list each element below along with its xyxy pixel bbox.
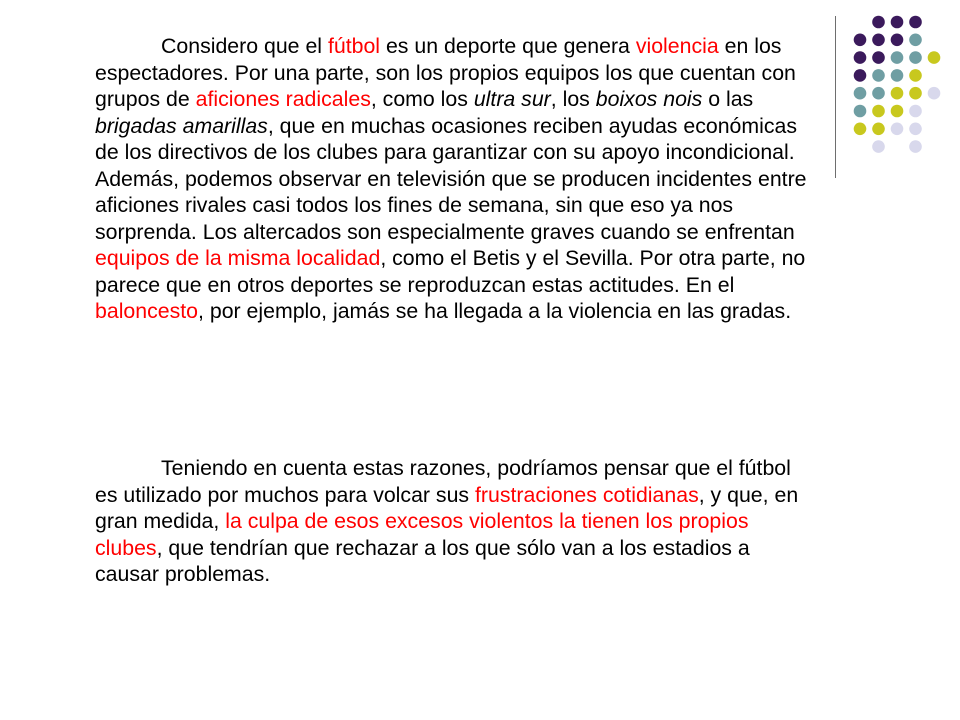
p1-text: , que en muchas ocasiones reciben ayudas económicas de los directivos de los clubes para garantizar con su apoyo incondicional. Además, podemos observar en televisión que se producen incidentes entre aficiones rivales casi todos los fines de semana, sin que eso ya nos sorprenda. Los altercados son especialmente graves cuando se enfrentan	[95, 113, 807, 244]
p1-text: , como los	[370, 87, 474, 111]
p1-text: , como el Betis y el Sevilla. Por otra parte, no parece que en otros deportes se reproduzcan estas actitudes. En el	[95, 246, 806, 297]
p1-text: Considero que el	[161, 34, 328, 58]
decor-dot	[909, 87, 922, 100]
paragraph-2	[95, 455, 815, 588]
decor-dot	[891, 87, 904, 100]
decor-dot	[928, 51, 941, 64]
p1-text: es un deporte que genera	[380, 34, 636, 58]
p1-highlight: fútbol	[327, 34, 381, 58]
decor-dot	[872, 87, 885, 100]
decor-dot	[872, 105, 885, 118]
p1-text: , los	[550, 87, 596, 111]
p1-text: o las	[702, 87, 754, 111]
p1-highlight: violencia	[635, 34, 719, 58]
decor-dot	[854, 105, 867, 118]
decor-dot	[854, 34, 867, 47]
decor-dot	[909, 123, 922, 136]
decor-dot	[909, 69, 922, 82]
p2-text: , y que, en gran medida,	[95, 482, 799, 533]
p2-text: Teniendo en cuenta estas razones, podríamos pensar que el fútbol es utilizado por muchos para volcar sus	[95, 456, 791, 507]
decor-dot	[854, 51, 867, 64]
decor-dot	[872, 123, 885, 136]
decor-dot	[854, 123, 867, 136]
divider-line	[835, 16, 836, 178]
decor-dot	[909, 34, 922, 47]
decor-dot	[872, 16, 885, 29]
decor-dot	[854, 69, 867, 82]
p1-italic: brigadas amarillas	[95, 113, 268, 138]
decor-dot	[928, 87, 941, 100]
decor-dot	[854, 87, 867, 100]
decor-dot	[909, 140, 922, 153]
p1-highlight: aficiones radicales	[195, 87, 371, 111]
p1-highlight: baloncesto	[95, 299, 199, 323]
decor-dot	[909, 51, 922, 64]
p1-italic: boixos nois	[595, 87, 703, 111]
decor-dot	[891, 69, 904, 82]
p1-highlight: equipos de la misma localidad	[95, 246, 381, 270]
decor-dot	[891, 123, 904, 136]
p1-text: , por ejemplo, jamás se ha llegada a la violencia en las gradas.	[198, 299, 792, 323]
p1-italic: ultra sur	[473, 87, 551, 111]
decor-dot	[891, 16, 904, 29]
decor-dot	[891, 51, 904, 64]
decor-dot	[872, 34, 885, 47]
decor-dot	[909, 105, 922, 118]
p1-text: en los espectadores. Por una parte, son los propios equipos los que cuentan con grupos de	[95, 34, 796, 111]
decor-dot	[891, 105, 904, 118]
decor-dot	[909, 16, 922, 29]
decor-dot	[872, 69, 885, 82]
p2-highlight: la culpa de esos excesos violentos la tienen los propios clubes	[95, 509, 749, 560]
decor-dot	[872, 51, 885, 64]
p2-text: , que tendrían que rechazar a los que sólo van a los estadios a causar problemas.	[95, 535, 750, 586]
paragraph-1	[95, 33, 815, 325]
decor-dot	[891, 34, 904, 47]
decor-dot	[872, 140, 885, 153]
p2-highlight: frustraciones cotidianas	[474, 482, 699, 507]
